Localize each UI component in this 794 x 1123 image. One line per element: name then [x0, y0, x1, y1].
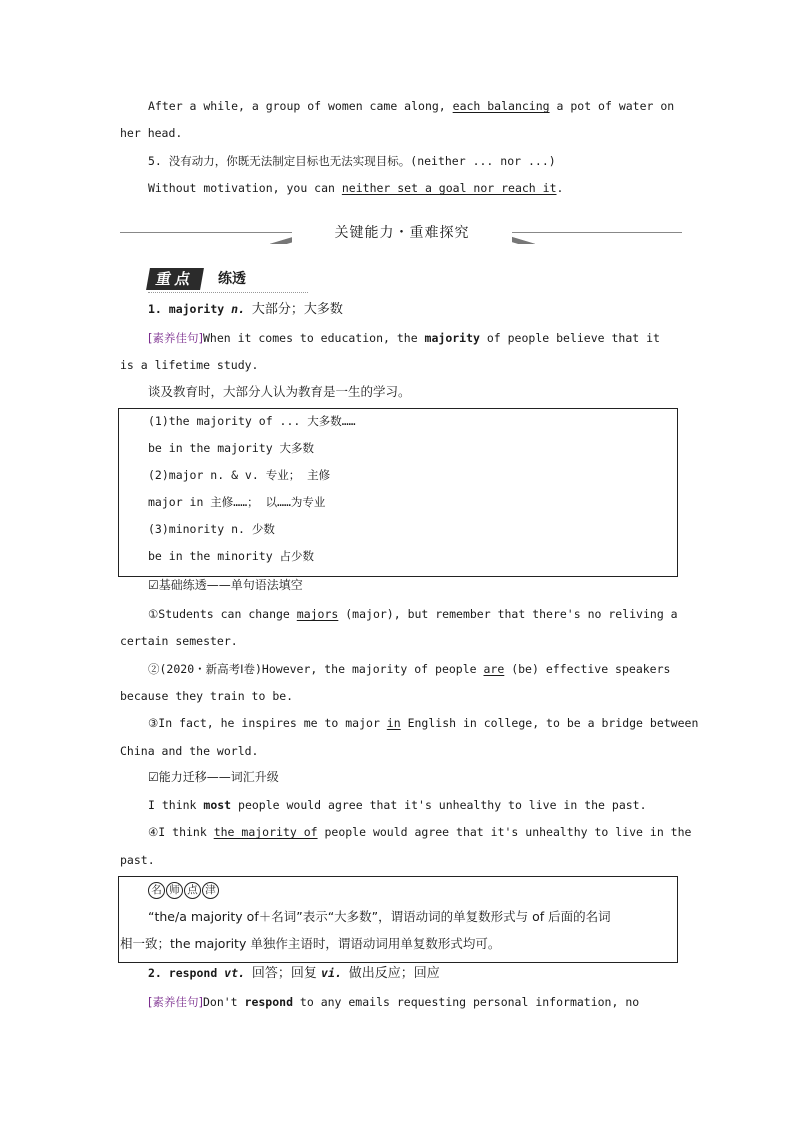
item-1-example-cont: is a lifetime study. [120, 358, 259, 372]
text: ④I think [148, 825, 214, 839]
text: (major), but remember that there's no reliving a [338, 607, 678, 621]
item-1-heading [148, 300, 343, 319]
text: people would agree that it's unhealthy to live in the past. [231, 798, 647, 812]
seal-char: 师 [166, 882, 183, 899]
intro-line-1 [148, 97, 674, 115]
drill-q2-cont: because they train to be. [120, 689, 294, 703]
quality-sentence-tag: [素养佳句] [148, 331, 203, 345]
text: When it comes to education, the [202, 331, 425, 345]
part-of-speech: n. [224, 302, 252, 316]
answer-underline: are [483, 662, 505, 676]
section-title: 关键能力・重难探究 [292, 222, 512, 244]
drill-q1-cont: certain semester. [120, 634, 238, 648]
headword-meaning: 大部分；大多数 [251, 302, 343, 317]
text: ②(2020・新高考Ⅰ卷)However, the majority of people [148, 662, 484, 676]
text: After a while, a group of women came along, [148, 99, 453, 113]
drill-transfer-s1 [148, 796, 647, 814]
seal-char: 名 [148, 882, 165, 899]
text: I think [148, 798, 204, 812]
usage-line: (1)the majority of ... 大多数…… [148, 414, 356, 428]
usage-line: be in the majority 大多数 [148, 441, 315, 455]
text: ①Students can change [148, 607, 297, 621]
headword-meaning: 回答；回复 [251, 966, 322, 981]
item-number: 1. [148, 302, 169, 316]
bold-word: majority [424, 331, 480, 345]
drill-basic-title: ☑基础练透——单句语法填空 [148, 578, 303, 592]
answer-underline: each balancing [452, 99, 550, 113]
teacher-tip-line-1: “the/a majority of＋名词”表示“大多数”，谓语动词的单复数形式与 of 后面的名词 [148, 909, 611, 924]
usage-line: (2)major n. & v. 专业； 主修 [148, 468, 331, 482]
headword: respond [168, 966, 218, 980]
text: of people believe that it [479, 331, 660, 345]
headword-meaning: 做出反应；回应 [348, 966, 440, 981]
text: (be) effective speakers [504, 662, 671, 676]
key-point-underline [148, 292, 308, 293]
item-1-example [148, 329, 660, 347]
text: to any emails requesting personal information, no [293, 995, 640, 1009]
intro-line-3: 5. 没有动力，你既无法制定目标也无法实现目标。(neither ... nor ...) [148, 154, 556, 168]
answer-underline: neither set a goal nor reach it [341, 181, 557, 195]
bold-word: most [203, 798, 232, 812]
text: . [556, 181, 564, 195]
key-point-badge: 重点 [146, 268, 204, 290]
text: ③In fact, he inspires me to major [148, 716, 387, 730]
answer-underline: the majority of [213, 825, 318, 839]
text: a pot of water on [549, 99, 675, 113]
text: English in college, to be a bridge between [400, 716, 699, 730]
quality-sentence-tag: [素养佳句] [148, 995, 203, 1009]
drill-transfer-s2 [148, 823, 691, 841]
text: Without motivation, you can [148, 181, 342, 195]
text: people would agree that it's unhealthy to live in the [317, 825, 692, 839]
seal-char: 点 [184, 882, 201, 899]
bold-word: respond [244, 995, 293, 1009]
item-2-example [148, 993, 639, 1011]
drill-transfer-s2-cont: past. [120, 853, 155, 867]
answer-underline: majors [296, 607, 339, 621]
seal-char: 津 [202, 882, 219, 899]
text: Don't [202, 995, 245, 1009]
drill-q2 [148, 660, 670, 678]
usage-line: major in 主修……； 以……为专业 [148, 495, 326, 509]
answer-underline: in [386, 716, 401, 730]
drill-q1 [148, 605, 678, 623]
drill-q3-cont: China and the world. [120, 744, 259, 758]
drill-q3 [148, 714, 698, 732]
teacher-tip-seal [148, 880, 220, 899]
intro-line-4 [148, 179, 563, 197]
headword: majority [168, 302, 225, 316]
drill-transfer-title: ☑能力迁移——词汇升级 [148, 770, 279, 784]
item-number: 2. [148, 966, 169, 980]
part-of-speech: vi. [321, 966, 349, 980]
section-banner [120, 222, 682, 246]
usage-line: (3)minority n. 少数 [148, 522, 275, 536]
item-2-heading [148, 964, 440, 983]
usage-line: be in the minority 占少数 [148, 549, 315, 563]
teacher-tip-line-2: 相一致；the majority 单独作主语时，谓语动词用单复数形式均可。 [120, 936, 501, 951]
part-of-speech: vt. [217, 966, 252, 980]
item-1-translation: 谈及教育时，大部分人认为教育是一生的学习。 [148, 384, 411, 399]
key-point-label: 练透 [218, 271, 246, 287]
intro-line-2: her head. [120, 126, 183, 140]
